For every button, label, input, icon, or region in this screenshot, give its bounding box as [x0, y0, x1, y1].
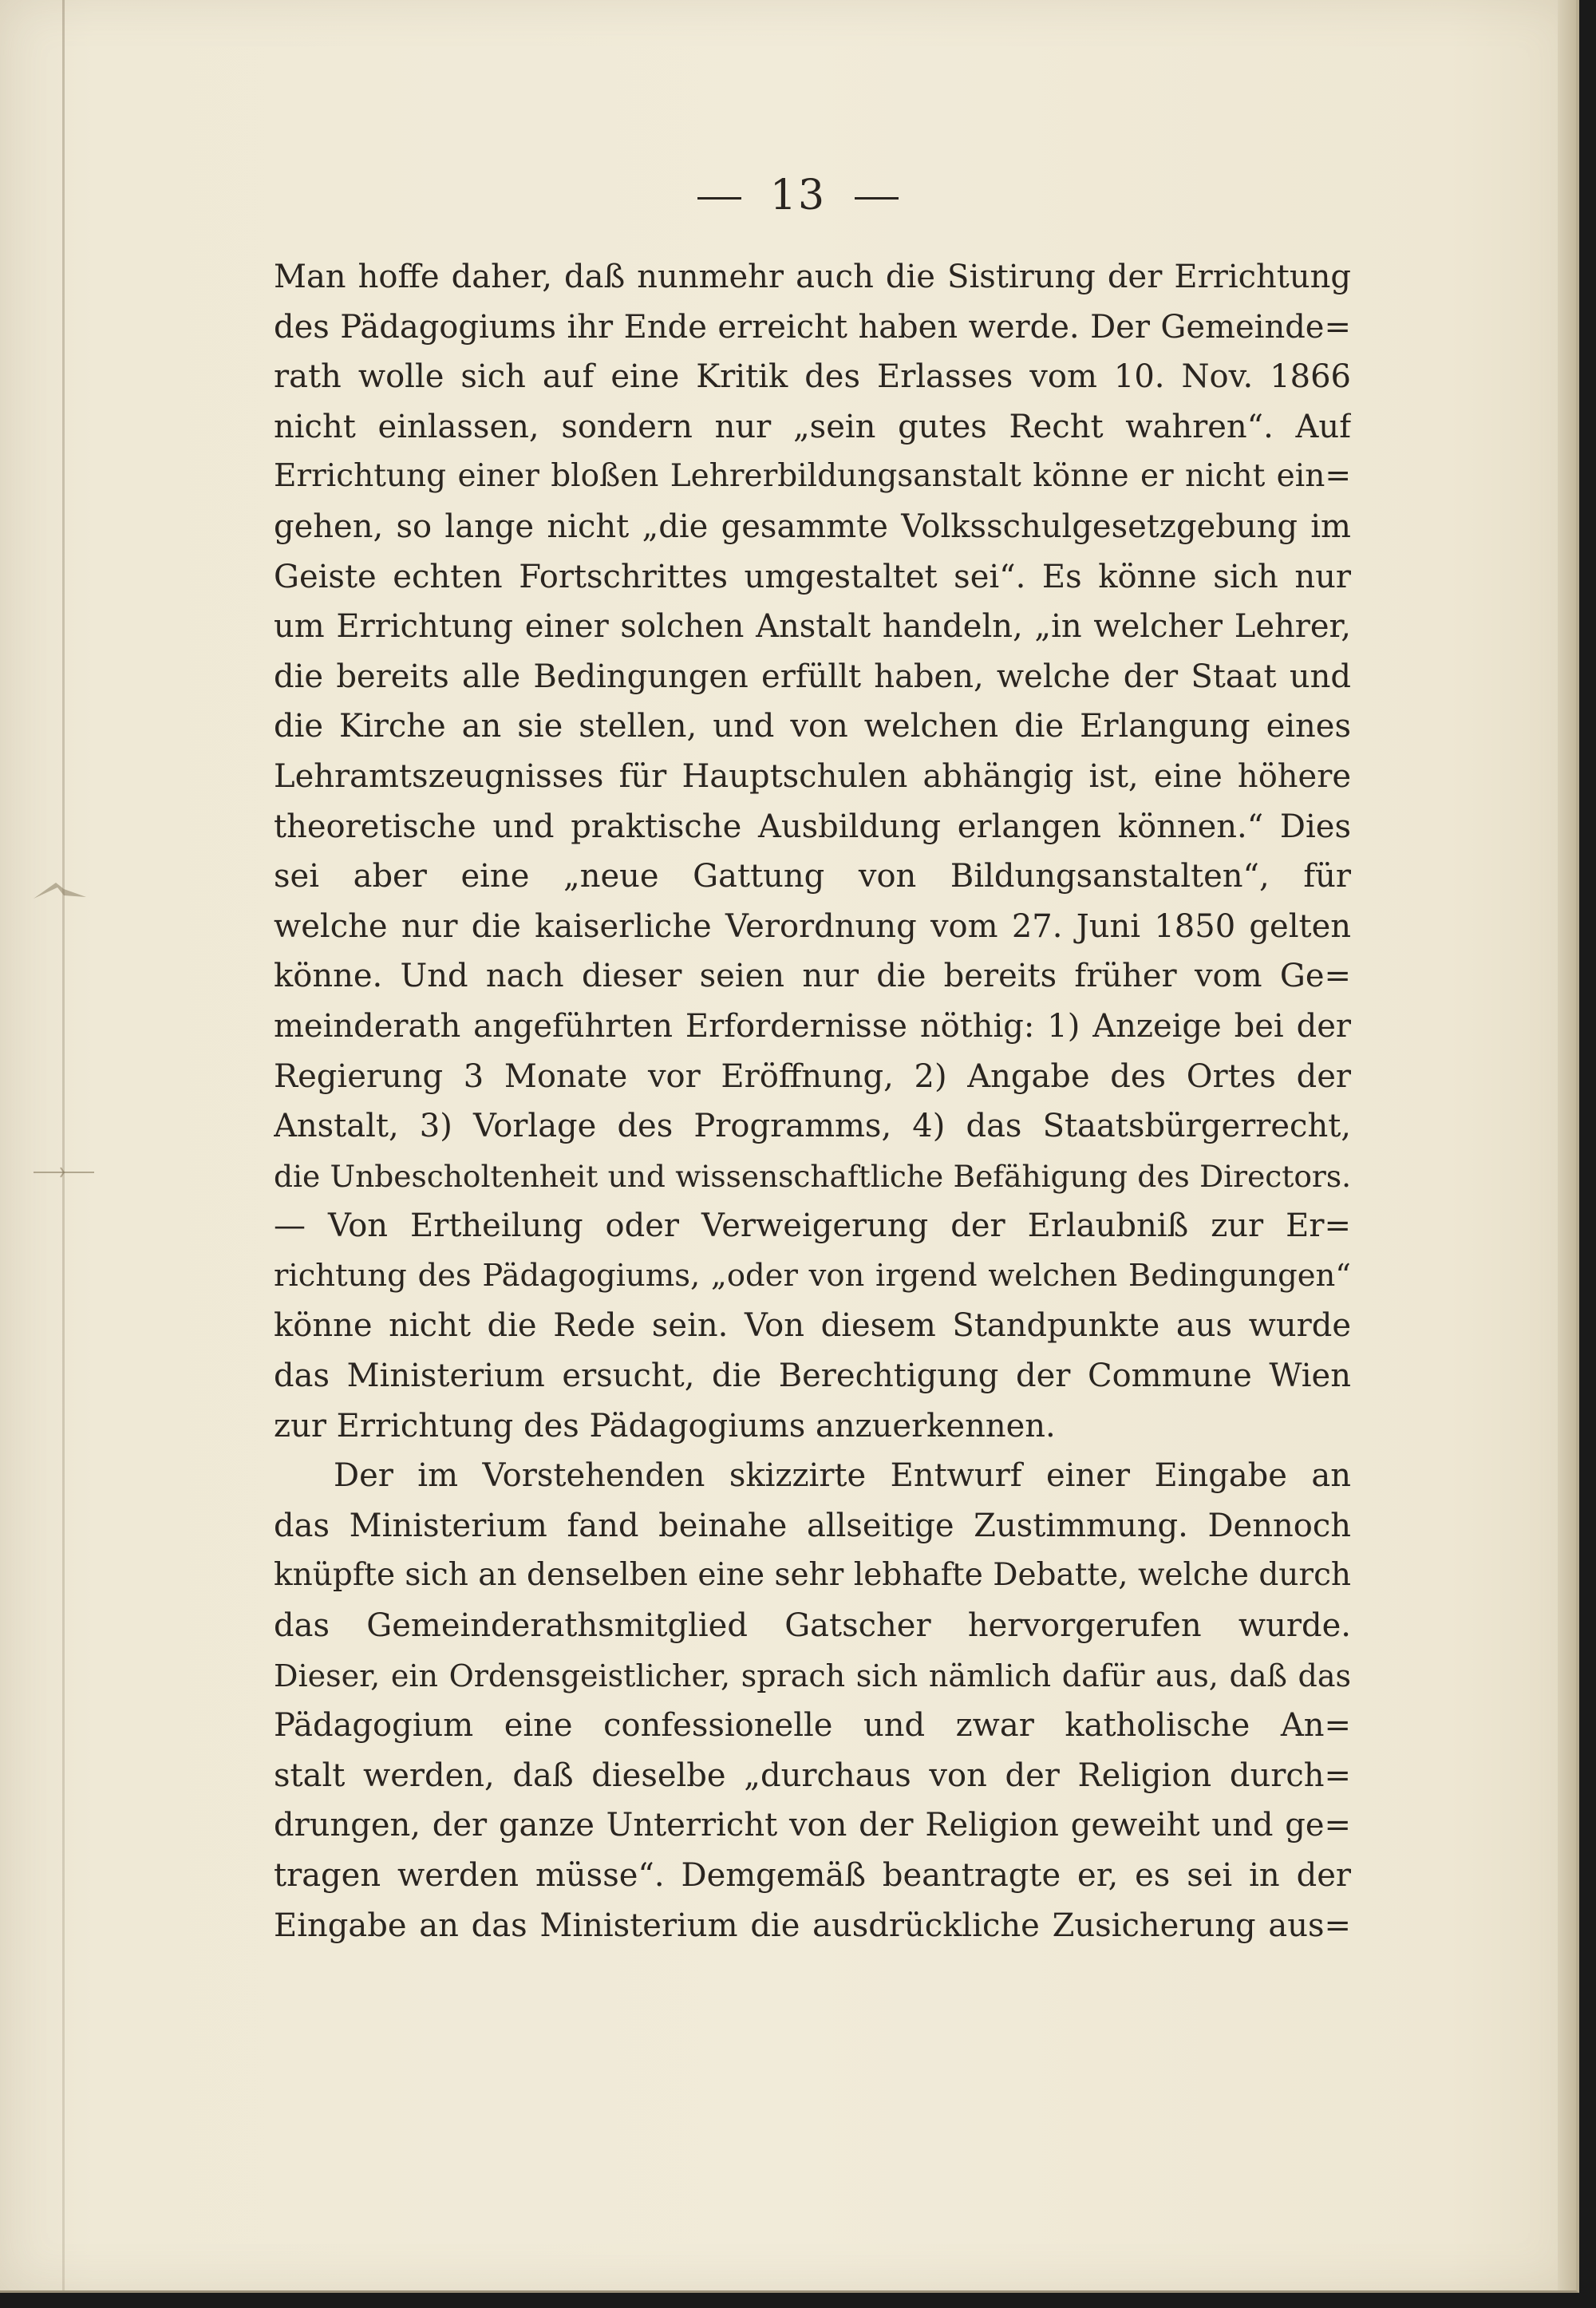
text-line: um Errichtung einer solchen Anstalt handeln, „in welcher Lehrer, [274, 608, 1351, 646]
text-line: könne nicht die Rede sein. Von diesem Standpunkte aus wurde [274, 1307, 1351, 1345]
text-line: sei aber eine „neue Gattung von Bildungsanstalten“, für [274, 858, 1351, 895]
binding-mark [32, 878, 88, 902]
page-header [0, 172, 1596, 219]
text-line: welche nur die kaiserliche Verordnung vom 27. Juni 1850 gelten [274, 907, 1351, 945]
text-line: rath wolle sich auf eine Kritik des Erlasses vom 10. Nov. 1866 [274, 358, 1351, 396]
text-line: die Unbescholtenheit und wissenschaftliche Befähigung des Directors. [274, 1158, 1351, 1194]
header-dash-left [697, 197, 741, 200]
text-line: Regierung 3 Monate vor Eröffnung, 2) Angabe des Ortes der [274, 1057, 1351, 1095]
page-number: 13 [769, 172, 827, 219]
text-line: das Ministerium fand beinahe allseitige Zustimmung. Dennoch [274, 1507, 1351, 1544]
text-line: Geiste echten Fortschrittes umgestaltet sei“. Es könne sich nur [274, 558, 1351, 595]
text-line: das Gemeinderathsmitglied Gatscher hervorgerufen wurde. [274, 1607, 1351, 1645]
text-line: stalt werden, daß dieselbe „durchaus von der Religion durch= [274, 1757, 1351, 1794]
paragraph-1 [274, 252, 1351, 1451]
text-line: Eingabe an das Ministerium die ausdrückliche Zusicherung aus= [274, 1907, 1351, 1944]
text-line: meinderath angeführten Erfordernisse nöthig: 1) Anzeige bei der [274, 1007, 1351, 1045]
text-line: Dieser, ein Ordensgeistlicher, sprach sich nämlich dafür aus, daß das [274, 1658, 1351, 1693]
text-line: drungen, der ganze Unterricht von der Religion geweiht und ge= [274, 1807, 1351, 1844]
text-line: knüpfte sich an denselben eine sehr lebhafte Debatte, welche durch [274, 1557, 1351, 1594]
text-line: das Ministerium ersucht, die Berechtigung der Commune Wien [274, 1358, 1351, 1395]
text-line: könne. Und nach dieser seien nur die bereits früher vom Ge= [274, 958, 1351, 995]
text-line: des Pädagogiums ihr Ende erreicht haben werde. Der Gemeinde= [274, 308, 1351, 346]
text-line: Errichtung einer bloßen Lehrerbildungsanstalt könne er nicht ein= [274, 458, 1351, 495]
body-text [274, 252, 1351, 1950]
page-edge [1558, 0, 1576, 2290]
paragraph-2 [274, 1451, 1351, 1950]
text-line: tragen werden müsse“. Demgemäß beantragte er, es sei in der [274, 1857, 1351, 1894]
text-line: theoretische und praktische Ausbildung erlangen können.“ Dies [274, 808, 1351, 845]
text-line: richtung des Pädagogiums, „oder von irgend welchen Bedingungen“ [274, 1257, 1351, 1294]
header-dash-right [855, 197, 899, 200]
text-line: Lehramtszeugnisses für Hauptschulen abhängig ist, eine höhere [274, 757, 1351, 795]
text-line: die bereits alle Bedingungen erfüllt haben, welche der Staat und [274, 658, 1351, 695]
text-line: — Von Ertheilung oder Verweigerung der Erlaubniß zur Er= [274, 1207, 1351, 1245]
text-line: die Kirche an sie stellen, und von welchen die Erlangung eines [274, 708, 1351, 745]
gutter-fold [62, 0, 65, 2290]
text-line: Anstalt, 3) Vorlage des Programms, 4) das Staatsbürgerrecht, [274, 1108, 1351, 1145]
text-line: Man hoffe daher, daß nunmehr auch die Sistirung der Errichtung [274, 259, 1351, 295]
binding-mark-small [32, 1167, 96, 1178]
text-line: nicht einlassen, sondern nur „sein gutes Recht wahren“. Auf [274, 408, 1351, 445]
text-line: Pädagogium eine confessionelle und zwar katholische An= [274, 1707, 1351, 1745]
text-line: Der im Vorstehenden skizzirte Entwurf einer Eingabe an [334, 1457, 1351, 1495]
text-line: gehen, so lange nicht „die gesammte Volksschulgesetzgebung im [274, 508, 1351, 545]
text-line: zur Errichtung des Pädagogiums anzuerkennen. [274, 1407, 1056, 1444]
